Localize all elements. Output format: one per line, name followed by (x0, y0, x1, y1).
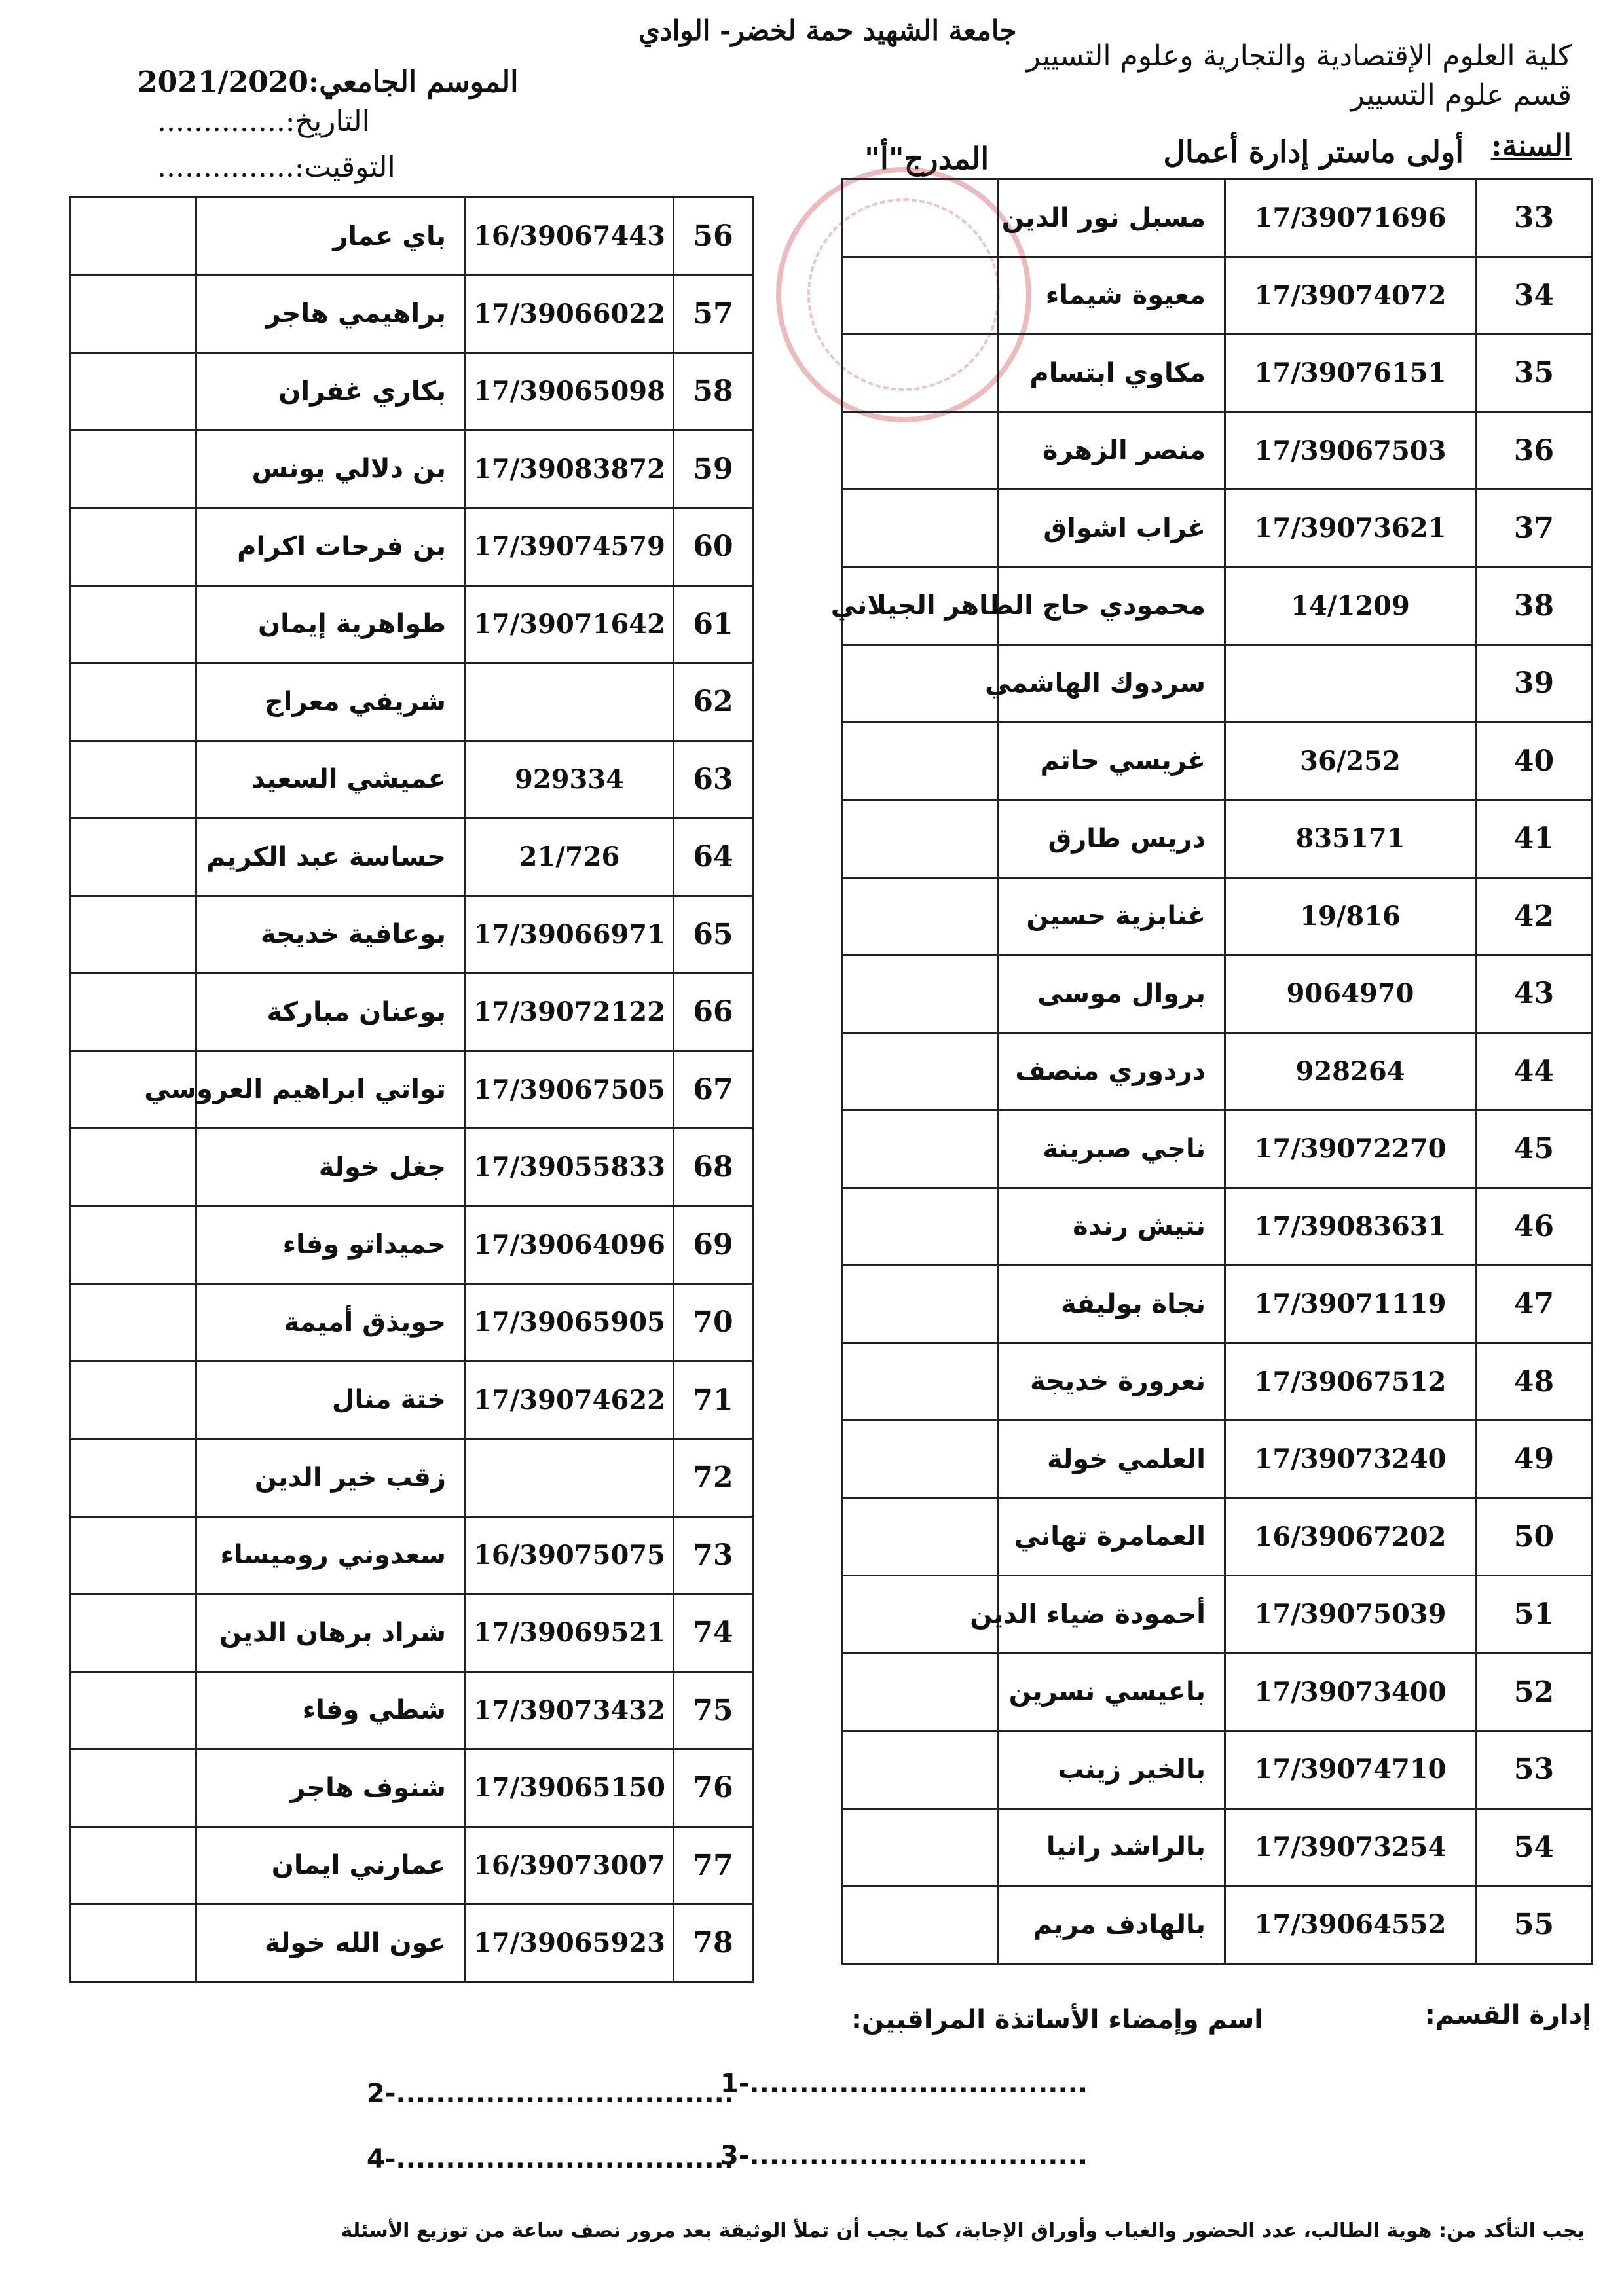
student-name: بوعنان مباركة (196, 974, 466, 1051)
signature-cell (843, 179, 999, 257)
signature-cell (70, 1516, 196, 1594)
row-number: 47 (1476, 1266, 1593, 1343)
department-name: قسم علوم التسيير (1350, 79, 1572, 112)
signature-cell (843, 1266, 999, 1343)
table-row (843, 1032, 1593, 1110)
student-name: غراب اشواق (999, 490, 1225, 568)
student-name: محمودي حاج الطاهر الجيلاني (999, 567, 1225, 645)
signature-line-1: 1-.................................. (720, 2069, 1088, 2099)
student-id: 17/39083872 (466, 430, 674, 508)
table-row (843, 490, 1593, 568)
right-roster-table (830, 178, 1593, 1965)
signature-cell (843, 335, 999, 412)
table-row (70, 1361, 753, 1439)
row-number: 50 (1476, 1498, 1593, 1576)
student-id: 17/39066971 (466, 896, 674, 974)
student-id: 14/1209 (1225, 567, 1476, 645)
signature-cell (843, 800, 999, 878)
row-number: 38 (1476, 567, 1593, 645)
student-id: 17/39072122 (466, 974, 674, 1051)
table-row (70, 818, 753, 896)
signature-cell (843, 1110, 999, 1188)
student-name: نعرورة خديجة (999, 1343, 1225, 1421)
table-row (843, 645, 1593, 723)
student-name: أحمودة ضياء الدين (999, 1576, 1225, 1654)
table-row (843, 412, 1593, 490)
student-id: 17/39073432 (466, 1671, 674, 1749)
student-id: 17/39055833 (466, 1129, 674, 1207)
table-row (70, 198, 753, 276)
student-name: العمامرة تهاني (999, 1498, 1225, 1576)
row-number: 72 (674, 1439, 753, 1517)
row-number: 56 (674, 198, 753, 276)
table-row (70, 1904, 753, 1982)
row-number: 52 (1476, 1653, 1593, 1731)
student-id: 17/39073400 (1225, 1653, 1476, 1731)
signature-cell (843, 1886, 999, 1964)
table-row (70, 1516, 753, 1594)
student-name: مكاوي ابتسام (999, 335, 1225, 412)
row-number: 71 (674, 1361, 753, 1439)
student-id: 36/252 (1225, 722, 1476, 800)
student-id: 17/39071642 (466, 585, 674, 663)
signature-cell (70, 1361, 196, 1439)
student-id: 17/39069521 (466, 1594, 674, 1672)
signature-cell (70, 1129, 196, 1207)
student-name: سردوك الهاشمي (999, 645, 1225, 723)
row-number: 48 (1476, 1343, 1593, 1421)
row-number: 78 (674, 1904, 753, 1982)
row-number: 66 (674, 974, 753, 1051)
student-name: زقب خير الدين (196, 1439, 466, 1517)
signature-line-2: 2-.................................. (367, 2079, 735, 2109)
year-label: السنة: (1490, 128, 1572, 163)
student-name: طواهرية إيمان (196, 585, 466, 663)
table-row (70, 1594, 753, 1672)
signature-cell (70, 1671, 196, 1749)
signature-cell (843, 955, 999, 1033)
table-row (70, 1051, 753, 1129)
student-name: عمارني ايمان (196, 1827, 466, 1904)
table-row (70, 1827, 753, 1904)
row-number: 35 (1476, 335, 1593, 412)
signature-cell (843, 257, 999, 335)
signature-line-3: 3-.................................. (720, 2141, 1088, 2171)
date-label: التاريخ:.............. (157, 105, 370, 138)
signature-cell (70, 198, 196, 276)
table-row (843, 1266, 1593, 1343)
table-row (70, 1206, 753, 1284)
signature-cell (70, 1904, 196, 1982)
student-name: شراد برهان الدين (196, 1594, 466, 1672)
student-id: 17/39074579 (466, 508, 674, 586)
row-number: 75 (674, 1671, 753, 1749)
signature-cell (843, 1653, 999, 1731)
student-name: ناجي صبرينة (999, 1110, 1225, 1188)
student-name: حساسة عبد الكريم (196, 818, 466, 896)
student-id: 17/39067503 (1225, 412, 1476, 490)
row-number: 37 (1476, 490, 1593, 568)
table-row (843, 800, 1593, 878)
signature-cell (843, 1731, 999, 1809)
instruction-note: يجب التأكد من: هوية الطالب، عدد الحضور والغياب وأوراق الإجابة، كما يجب أن تملأ الوثيقة بعد مرور نصف ساعة من توزيع الأسئلة (341, 2219, 1585, 2242)
student-name: بالهادف مريم (999, 1886, 1225, 1964)
signature-cell (70, 430, 196, 508)
table-row (843, 335, 1593, 412)
proctors-label: اسم وإمضاء الأساتذة المراقبين: (851, 2005, 1263, 2035)
season-label: الموسم الجامعي:2021/2020 (138, 65, 519, 99)
student-id: 17/39067505 (466, 1051, 674, 1129)
table-row (843, 1886, 1593, 1964)
row-number: 63 (674, 740, 753, 818)
row-number: 67 (674, 1051, 753, 1129)
signature-cell (70, 1827, 196, 1904)
row-number: 62 (674, 663, 753, 741)
row-number: 64 (674, 818, 753, 896)
row-number: 46 (1476, 1188, 1593, 1266)
student-id: 17/39065905 (466, 1284, 674, 1362)
row-number: 39 (1476, 645, 1593, 723)
signature-cell (70, 353, 196, 431)
row-number: 45 (1476, 1110, 1593, 1188)
row-number: 60 (674, 508, 753, 586)
signature-cell (843, 1188, 999, 1266)
university-name: جامعة الشهيد حمة لخضر- الوادي (638, 14, 1017, 46)
table-row (843, 1808, 1593, 1886)
signature-cell (70, 974, 196, 1051)
row-number: 53 (1476, 1731, 1593, 1809)
student-name: بن دلالي يونس (196, 430, 466, 508)
student-id: 17/39072270 (1225, 1110, 1476, 1188)
student-name: براهيمي هاجر (196, 275, 466, 353)
table-row (70, 1129, 753, 1207)
student-id: 17/39065150 (466, 1749, 674, 1827)
student-id: 17/39064552 (1225, 1886, 1476, 1964)
signature-cell (70, 585, 196, 663)
table-row (843, 567, 1593, 645)
student-name: بكاري غفران (196, 353, 466, 431)
table-row (843, 1343, 1593, 1421)
student-id: 17/39075039 (1225, 1576, 1476, 1654)
student-name: مسبل نور الدين (999, 179, 1225, 257)
row-number: 57 (674, 275, 753, 353)
row-number: 77 (674, 1827, 753, 1904)
table-row (70, 663, 753, 741)
student-id: 16/39067443 (466, 198, 674, 276)
dept-admin-label: إدارة القسم: (1424, 2000, 1591, 2030)
table-row (843, 1653, 1593, 1731)
student-id: 17/39074072 (1225, 257, 1476, 335)
table-row (843, 1498, 1593, 1576)
row-number: 69 (674, 1206, 753, 1284)
student-name: بن فرحات اكرام (196, 508, 466, 586)
row-number: 58 (674, 353, 753, 431)
table-row (70, 1671, 753, 1749)
table-row (70, 430, 753, 508)
student-name: بروال موسى (999, 955, 1225, 1033)
student-id: 929334 (466, 740, 674, 818)
student-name: عون الله خولة (196, 1904, 466, 1982)
student-name: شريفي معراج (196, 663, 466, 741)
table-row (70, 1439, 753, 1517)
row-number: 36 (1476, 412, 1593, 490)
signature-cell (70, 818, 196, 896)
hall-label: المدرج"أ" (864, 141, 989, 176)
left-roster-table (69, 196, 754, 1983)
student-id: 21/726 (466, 818, 674, 896)
student-name: باي عمار (196, 198, 466, 276)
signature-cell (843, 645, 999, 723)
signature-cell (70, 1284, 196, 1362)
signature-cell (70, 1749, 196, 1827)
table-row (843, 955, 1593, 1033)
student-id: 17/39083631 (1225, 1188, 1476, 1266)
table-row (70, 974, 753, 1051)
student-name: جغل خولة (196, 1129, 466, 1207)
signature-cell (70, 740, 196, 818)
row-number: 74 (674, 1594, 753, 1672)
row-number: 55 (1476, 1886, 1593, 1964)
table-row (70, 585, 753, 663)
faculty-name: كلية العلوم الإقتصادية والتجارية وعلوم التسيير (1026, 39, 1572, 73)
table-row (70, 740, 753, 818)
table-row (70, 353, 753, 431)
table-row (70, 508, 753, 586)
row-number: 54 (1476, 1808, 1593, 1886)
row-number: 49 (1476, 1421, 1593, 1499)
table-row (843, 179, 1593, 257)
signature-line-4: 4-.................................. (367, 2144, 735, 2174)
student-name: نجاة بوليفة (999, 1266, 1225, 1343)
student-id: 17/39071696 (1225, 179, 1476, 257)
student-name: بوعافية خديجة (196, 896, 466, 974)
student-name: بالخير زينب (999, 1731, 1225, 1809)
student-name: عميشي السعيد (196, 740, 466, 818)
table-row (843, 1421, 1593, 1499)
student-id: 835171 (1225, 800, 1476, 878)
student-id: 17/39073240 (1225, 1421, 1476, 1499)
student-name: حميداتو وفاء (196, 1206, 466, 1284)
year-value: أولى ماستر إدارة أعمال (1163, 134, 1464, 170)
row-number: 65 (674, 896, 753, 974)
student-id: 17/39064096 (466, 1206, 674, 1284)
student-id: 16/39067202 (1225, 1498, 1476, 1576)
row-number: 70 (674, 1284, 753, 1362)
row-number: 41 (1476, 800, 1593, 878)
student-id: 17/39071119 (1225, 1266, 1476, 1343)
student-id: 17/39073621 (1225, 490, 1476, 568)
table-row (70, 1749, 753, 1827)
student-name: سعدوني روميساء (196, 1516, 466, 1594)
student-name: غنابزية حسين (999, 877, 1225, 955)
signature-cell (70, 275, 196, 353)
row-number: 40 (1476, 722, 1593, 800)
signature-cell (843, 1032, 999, 1110)
table-row (843, 722, 1593, 800)
row-number: 44 (1476, 1032, 1593, 1110)
student-name: دردوري منصف (999, 1032, 1225, 1110)
row-number: 59 (674, 430, 753, 508)
student-name: بالراشد رانيا (999, 1808, 1225, 1886)
student-id: 17/39076151 (1225, 335, 1476, 412)
table-row (843, 257, 1593, 335)
signature-cell (843, 1808, 999, 1886)
signature-cell (70, 896, 196, 974)
table-row (70, 1284, 753, 1362)
table-row (843, 877, 1593, 955)
student-name: العلمي خولة (999, 1421, 1225, 1499)
student-id: 17/39067512 (1225, 1343, 1476, 1421)
student-name: شنوف هاجر (196, 1749, 466, 1827)
signature-cell (843, 1343, 999, 1421)
row-number: 76 (674, 1749, 753, 1827)
student-name: منصر الزهرة (999, 412, 1225, 490)
signature-cell (843, 490, 999, 568)
table-row (70, 896, 753, 974)
row-number: 34 (1476, 257, 1593, 335)
student-id: 928264 (1225, 1032, 1476, 1110)
signature-cell (843, 1421, 999, 1499)
signature-cell (70, 1206, 196, 1284)
student-id: 17/39073254 (1225, 1808, 1476, 1886)
student-name: باعيسي نسرين (999, 1653, 1225, 1731)
student-name: معيوة شيماء (999, 257, 1225, 335)
signature-cell (843, 877, 999, 955)
row-number: 68 (674, 1129, 753, 1207)
student-name: ختة منال (196, 1361, 466, 1439)
signature-cell (70, 1594, 196, 1672)
student-id: 9064970 (1225, 955, 1476, 1033)
student-id (466, 1439, 674, 1517)
row-number: 43 (1476, 955, 1593, 1033)
signature-cell (70, 508, 196, 586)
student-name: غريسي حاتم (999, 722, 1225, 800)
student-id: 16/39073007 (466, 1827, 674, 1904)
row-number: 51 (1476, 1576, 1593, 1654)
signature-cell (843, 1498, 999, 1576)
signature-cell (843, 412, 999, 490)
signature-cell (843, 722, 999, 800)
table-row (843, 1188, 1593, 1266)
student-id: 17/39066022 (466, 275, 674, 353)
table-row (70, 275, 753, 353)
student-id: 16/39075075 (466, 1516, 674, 1594)
student-id: 17/39065098 (466, 353, 674, 431)
student-name: دريس طارق (999, 800, 1225, 878)
time-label: التوقيت:............... (157, 151, 396, 184)
row-number: 73 (674, 1516, 753, 1594)
student-name: حويذق أميمة (196, 1284, 466, 1362)
student-name: شطي وفاء (196, 1671, 466, 1749)
student-id: 19/816 (1225, 877, 1476, 955)
student-name: نتيش رندة (999, 1188, 1225, 1266)
student-name: تواتي ابراهيم العروسي (196, 1051, 466, 1129)
student-id: 17/39074622 (466, 1361, 674, 1439)
signature-cell (70, 1439, 196, 1517)
table-row (843, 1731, 1593, 1809)
student-id: 17/39065923 (466, 1904, 674, 1982)
row-number: 42 (1476, 877, 1593, 955)
row-number: 61 (674, 585, 753, 663)
student-id (466, 663, 674, 741)
student-id: 17/39074710 (1225, 1731, 1476, 1809)
signature-cell (70, 663, 196, 741)
student-id (1225, 645, 1476, 723)
table-row (843, 1576, 1593, 1654)
row-number: 33 (1476, 179, 1593, 257)
table-row (843, 1110, 1593, 1188)
